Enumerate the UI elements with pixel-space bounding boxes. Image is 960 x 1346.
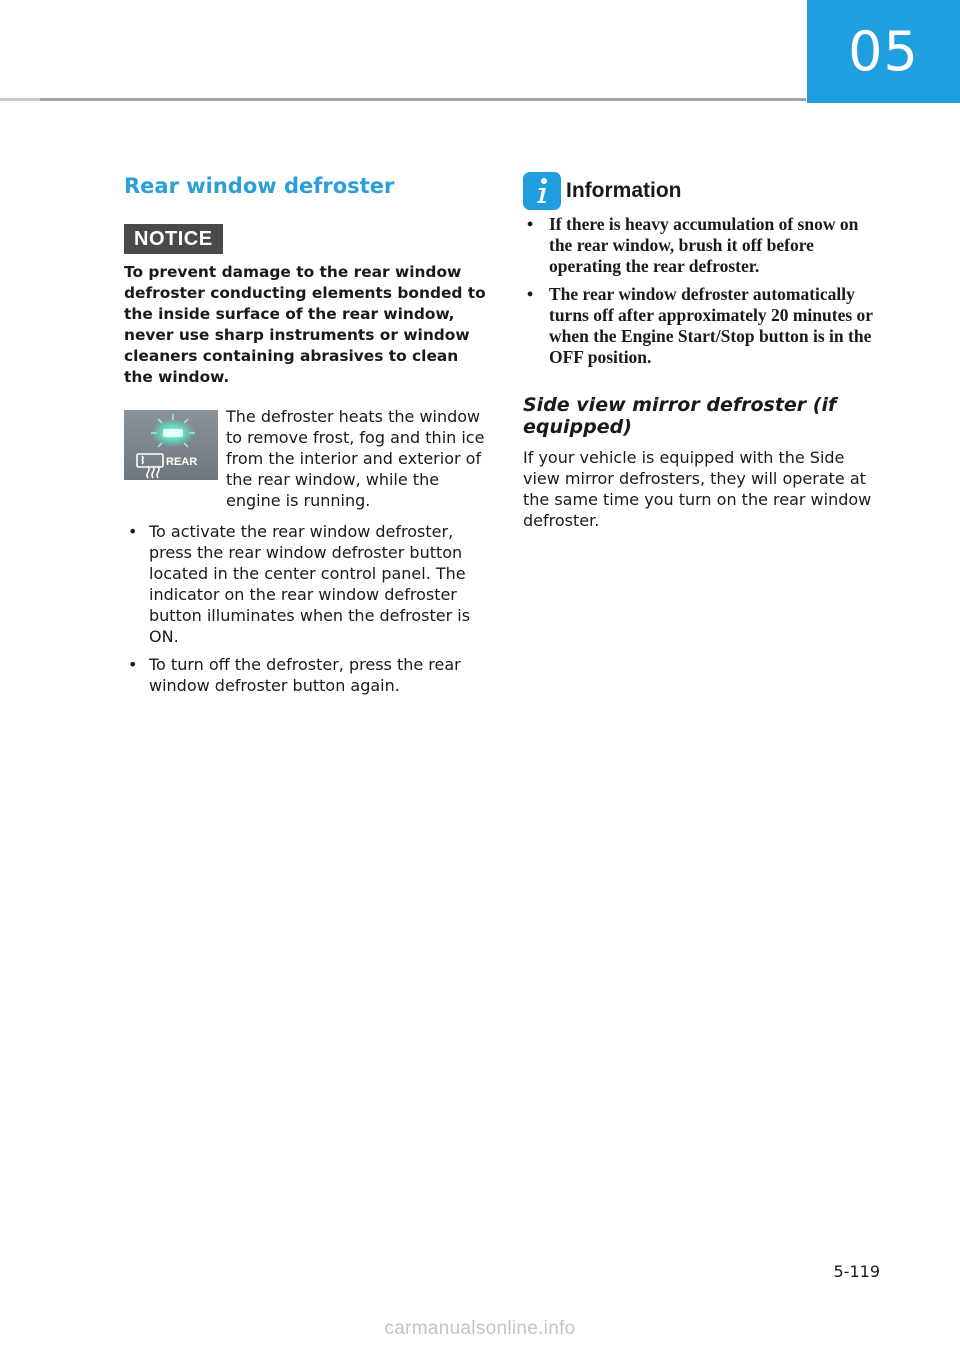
- bullet-glyph: •: [128, 655, 138, 674]
- figure-caption: The defroster heats the window to remove frost, fog and thin ice from the interior and exterior of the rear window, while the engine is running.: [226, 407, 485, 510]
- defroster-figure: [124, 406, 492, 511]
- list-item-text: To activate the rear window defroster, press the rear window defroster button located in the center control panel. The indicator on the rear window defroster button illuminates when the defroster is ON.: [149, 522, 471, 646]
- information-list: [523, 214, 883, 368]
- notice-badge: NOTICE: [124, 224, 223, 254]
- rear-button-label: REAR: [166, 456, 198, 468]
- list-item-text: The rear window defroster automatically turns off after approximately 20 minutes or when the Engine Start/Stop button is in the OFF position.: [549, 284, 873, 367]
- bullet-glyph: •: [128, 522, 138, 541]
- information-title: Information: [566, 179, 682, 202]
- watermark: carmanualsonline.info: [384, 1318, 576, 1339]
- defroster-instructions: [124, 521, 492, 696]
- side-mirror-text: If your vehicle is equipped with the Side view mirror defrosters, they will operate at the same time you turn on the rear window defroster.: [523, 448, 872, 530]
- page-number: 5-119: [833, 1262, 880, 1281]
- chapter-tab: [807, 0, 960, 103]
- bullet-glyph: •: [527, 284, 534, 304]
- right-column: [523, 170, 883, 531]
- list-item: [523, 214, 883, 277]
- list-item: [523, 284, 883, 368]
- notice-text: To prevent damage to the rear window defroster conducting elements bonded to the inside surface of the rear window, never use sharp instruments or window cleaners containing abrasives to clean the window.: [124, 263, 486, 386]
- info-icon: [523, 172, 561, 210]
- list-item: [124, 654, 492, 696]
- section-title: Rear window defroster: [124, 174, 395, 198]
- list-item-text: If there is heavy accumulation of snow on the rear window, brush it off before operating the rear defroster.: [549, 214, 859, 276]
- information-heading: [523, 172, 883, 210]
- left-column: [124, 170, 492, 703]
- side-mirror-title: Side view mirror defroster (if equipped): [523, 394, 837, 438]
- chapter-number: 05: [848, 20, 919, 83]
- rear-defroster-button-image: [124, 410, 218, 480]
- rear-defroster-indicator-icon: [124, 410, 218, 480]
- bullet-glyph: •: [527, 214, 534, 234]
- list-item-text: To turn off the defroster, press the rear window defroster button again.: [149, 655, 461, 695]
- header-rule: [0, 98, 806, 101]
- header-rule-accent: [0, 98, 40, 101]
- list-item: [124, 521, 492, 647]
